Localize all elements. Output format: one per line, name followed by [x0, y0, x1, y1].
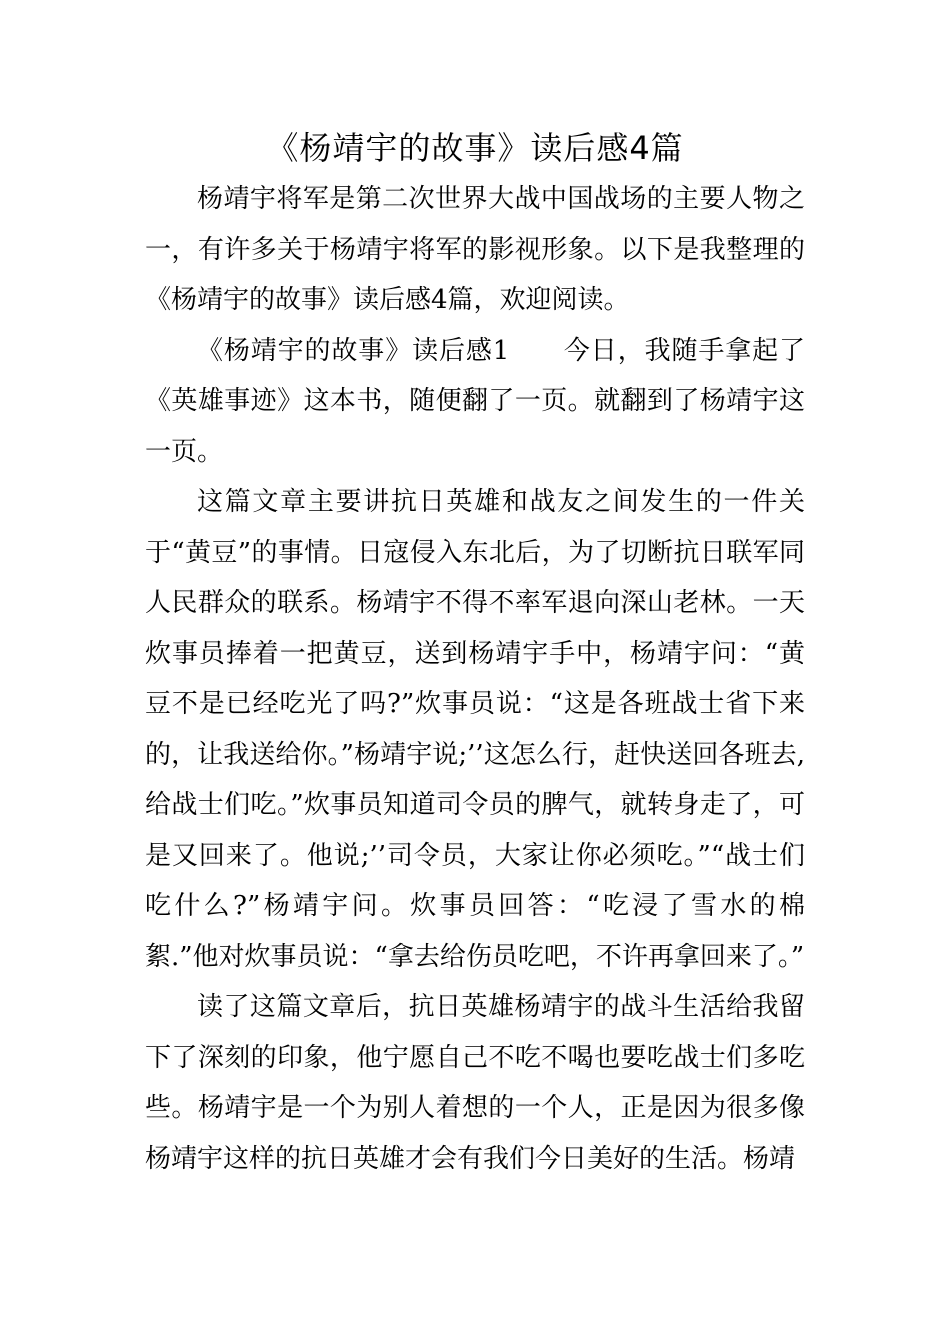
paragraph-story: 这篇文章主要讲抗日英雄和战友之间发生的一件关于“黄豆”的事情。日寇侵入东北后，为了切断抗日联军同人民群众的联系。杨靖宇不得不率军退向深山老林。一天炊事员捧着一把黄豆，送到杨靖宇手中，杨靖宇问：“黄豆不是已经吃光了吗?”炊事员说：“这是各班战士省下来的，让我送给你。”杨靖宇说;’’这怎么行，赶快送回各班去,给战士们吃。”炊事员知道司令员的脾气，就转身走了，可是又回来了。他说;’’司令员，大家让你必须吃。”“战士们吃什么?”杨靖宇问。炊事员回答：“吃浸了雪水的棉絮.”他对炊事员说：“拿去给伤员吃吧，不许再拿回来了。”	[145, 487, 805, 972]
document-body	[145, 174, 805, 1184]
paragraph-reflection: 读了这篇文章后，抗日英雄杨靖宇的战斗生活给我留下了深刻的印象，他宁愿自己不吃不喝也要吃战士们多吃些。杨靖宇是一个为别人着想的一个人，正是因为很多像杨靖宇这样的抗日英雄才会有我们今日美好的生活。杨靖	[145, 992, 805, 1174]
paragraph-review-1-start: 《杨靖宇的故事》读后感1 今日，我随手拿起了《英雄事迹》这本书，随便翻了一页。就翻到了杨靖宇这一页。	[145, 335, 805, 467]
document-title: 《杨靖宇的故事》读后感4篇	[266, 129, 684, 167]
paragraph-intro: 杨靖宇将军是第二次世界大战中国战场的主要人物之一，有许多关于杨靖宇将军的影视形象。以下是我整理的《杨靖宇的故事》读后感4篇，欢迎阅读。	[145, 184, 805, 315]
